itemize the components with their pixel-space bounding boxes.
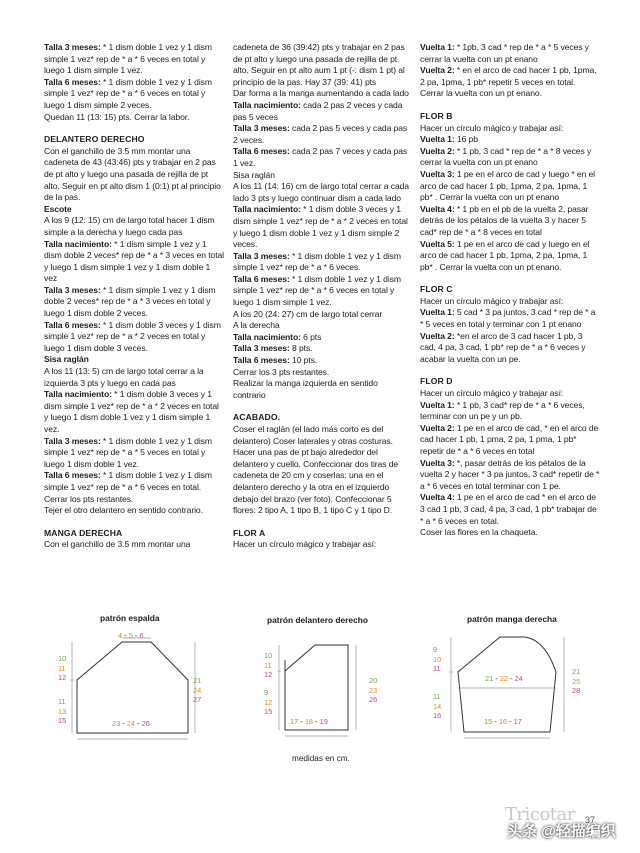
espalda-left-lower: 11 13 15 [58,697,67,725]
instruction-paragraph [420,492,600,527]
instruction-paragraph [420,134,600,146]
paragraph-text: 1 pe en el arco de cad y luego * en el arco de cad hacer 1 pb, 1pma, 2 pa, 1pma, 1 pb* . Cerrar la vuelta con un pt enano [420,168,595,203]
paragraph-text: cada 2 pas 2 veces y cada pas 5 veces [233,99,403,122]
instruction-paragraph [420,331,600,366]
instruction-paragraph [233,181,411,204]
espalda-bottom: 23 - 24 - 26 [112,719,150,728]
manga-mid: 21 - 22 - 24 [485,674,523,683]
paragraph-text: * 1 dism simple 1 vez y 1 dism doble 2 veces* rep de * a * 3 veces en total y luego 1 dism simple 1 vez y 1 dism doble 1 vez [44,238,224,284]
paragraph-text: * 1 dism doble 3 veces y 1 dism simple 1 vez* rep de * a * 2 veces en total y luego 1 dism doble 3 veces. [44,319,221,353]
size-label: Talla 3 meses: [44,435,101,446]
instruction-paragraph [44,539,224,551]
instruction-paragraph [420,65,600,88]
instruction-paragraph [420,88,600,100]
size-label: Talla 6 meses: [233,273,290,284]
paragraph-text: *, pasar detrás de los pétalos de la vuelta 2 y hacer * 3 pa juntos, 3 cad* repetir de * a * 6 veces en total terminar con 1 pe. [420,457,600,491]
instruction-paragraph [233,343,411,355]
size-label: Talla 3 meses: [233,250,290,261]
text-column-1 [44,42,224,551]
paragraph-text: * 1 dism simple 1 vez y 1 dism doble 2 veces* rep de * a * 3 veces en total y luego 1 dism doble 2 veces. [44,284,216,319]
size-label: Vuelta 5: [420,238,455,249]
paragraph-text: Hacer un círculo mágico y trabajar así: [233,539,377,550]
instruction-paragraph [44,505,224,517]
instruction-paragraph [233,539,411,551]
instruction-paragraph [233,88,411,100]
size-label: Talla 3 meses: [44,284,101,295]
paragraph-text: cadeneta de 36 (39:42) pts y trabajar en 2 pas de pt alto y luego una pasada de rejilla de pt alto. Seguir en pt alto aum 1 pt (-: dism 1 pt) al principio de la pas. Hay 37 (39: 41) pts [233,42,405,87]
watermark: 头条 @轻描编织 [507,823,616,840]
paragraph-text: Hacer un círculo mágico y trabajar así: [420,388,564,399]
text-column-2 [233,42,411,551]
subsection-heading: Sisa raglán [44,354,89,365]
size-label: Talla 6 meses: [233,355,290,366]
paragraph-text: * 1 dism doble 1 vez y 1 dism simple 1 vez* rep de * a * 6 veces en total y luego 1 dism simple 1 vez. [44,42,212,76]
size-label: Vuelta 2: [420,65,455,76]
instruction-paragraph [233,100,411,123]
instruction-paragraph [420,527,600,539]
size-label: Vuelta 2: [420,422,455,433]
size-label: Talla nacimiento: [233,204,301,215]
size-label: Vuelta 1: [420,307,455,318]
paragraph-text: * 1 dism doble 3 veces y 1 dism simple 1 vez* rep de * a * 2 veces en total y luego 1 dism doble 1 vez y 1 dism simple 2 veces. [233,204,408,250]
paragraph-text: Sisa raglán [233,169,275,180]
size-label: Talla nacimiento: [233,99,301,110]
size-label: Talla nacimiento: [233,331,301,342]
paragraph-gap [420,365,600,376]
paragraph-text: *en el arco de 3 cad hacer 1 pb, 3 cad, 4 pa, 3 cad, 1 pb* rep de * a * 6 veces y acabar la vuelta con un pe. [420,330,586,364]
paragraph-gap [233,401,411,412]
paragraph-text: Cerrar los 3 pts restantes. [233,366,330,377]
instruction-paragraph [44,366,224,389]
paragraph-text: Hacer un círculo mágico y trabajar así: [420,295,564,306]
instruction-paragraph [44,112,224,124]
instruction-paragraph [420,388,600,400]
paragraph-gap [233,517,411,528]
manga-right: 21 25 28 [572,667,581,695]
instruction-paragraph [44,215,224,238]
size-label: Vuelta 4: [420,203,455,214]
instruction-paragraph [233,367,411,379]
instruction-paragraph [44,239,224,285]
size-label: Vuelta 1: [420,399,455,410]
instruction-paragraph [233,146,411,169]
size-label: Talla 6 meses: [233,146,290,157]
instruction-paragraph [420,42,600,65]
manga-left-lower: 11 14 16 [433,692,442,720]
espalda-left-upper: 10 11 12 [58,654,67,682]
diagram-espalda-title: patrón espalda [100,613,160,623]
paragraph-text: 1 pe en el arco de cad * en el arco de 3 cad 1 pb, 3 cad, 4 pa, 3 cad, 1 pb* trabajar de * a * 6 veces en total. [420,492,597,526]
instruction-paragraph [233,309,411,321]
instruction-paragraph [44,146,224,204]
paragraph-text: Quedan 11 (13: 15) pts. Cerrar la labor. [44,111,190,122]
paragraph-gap [420,273,600,284]
instruction-paragraph [44,320,224,355]
paragraph-gap [44,517,224,528]
instruction-paragraph [233,355,411,367]
paragraph-text: 1 pe en el arco de cad y luego en el arco de cad hacer 1 pb, 1pma, 2 pa, 1pma, 1 pb* . Cerrar la vuelta con un pt enano. [420,238,590,272]
paragraph-text: 6 pts [300,331,322,342]
paragraph-text: A los 11 (14: 16) cm de largo total cerrar a cada lado 3 pts y luego continuar dism a cada lado [233,181,409,203]
paragraph-text: 8 pts. [289,343,313,354]
paragraph-text: Con el ganchillo de 3.5 mm montar una [44,539,191,550]
paragraph-text: Hacer un círculo mágico y trabajar así: [420,122,564,133]
paragraph-text: * 1 pb, 3 cad* rep de * a * 6 veces, terminar con un pe y un pb. [420,399,585,422]
instruction-paragraph [420,204,600,239]
measurements-note: medidas en cm. [292,754,350,763]
paragraph-text: Realizar la manga izquierda en sentido contrario [233,378,378,400]
paragraph-text: * 1 pb, 3 cad * rep de * a * 8 veces y cerrar la vuelta con un pt enano [420,145,592,168]
page-number: 37 [585,815,596,825]
paragraph-text: * 1 dism doble 1 vez y 1 dism simple 1 vez* rep de * a * 6 veces. [233,250,401,273]
espalda-top-measures: 4 - 5 - 6 [118,631,144,640]
size-label: Vuelta 2: [420,145,455,156]
instruction-paragraph [233,332,411,344]
instruction-paragraph [233,320,411,332]
paragraph-gap [420,100,600,111]
section-heading: FLOR D [420,376,453,387]
section-heading: FLOR A [233,527,266,538]
paragraph-text: * 1 dism doble 3 veces y 1 dism simple 1 vez* rep de * a * 2 veces en total y luego 1 dism doble 1 vez y 1 dism simple 1 vez. [44,389,219,434]
paragraph-gap [44,123,224,134]
instruction-paragraph [233,204,411,250]
instruction-paragraph [233,378,411,401]
paragraph-text: A los 20 (24: 27) cm de largo total cerrar [233,308,383,319]
size-label: Talla 6 meses: [44,319,101,330]
subsection-heading: Escote [44,203,72,214]
instruction-paragraph [44,77,224,112]
section-heading: MANGA DERECHA [44,527,123,538]
diagram-delantero-title: patrón delantero derecho [267,615,368,625]
instruction-paragraph [420,296,600,308]
size-label: Vuelta 1: [420,134,455,145]
instruction-paragraph [420,169,600,204]
paragraph-text: Con el ganchillo de 3.5 mm montar una cadeneta de 43 (43:46) pts y trabajar en 2 pas de pt alto y luego una pasada de rejilla de pt alto. Seguir en pt alto dism 1 (0:1) pt al principio de la pas. [44,145,221,203]
paragraph-text: 1 pe en el arco de cad, * en el arco de cad hacer 1 pb, 1 pma, 2 pa, 1 pma, 1 pb* repetir de * a * 6 veces en total [420,422,599,456]
size-label: Talla 6 meses: [44,470,101,481]
size-label: Vuelta 1: [420,42,455,52]
size-label: Vuelta 3: [420,457,455,468]
paragraph-text: 5 cad * 3 pa juntos, 3 cad * rep de * a * 5 veces en total y terminar con 1 pt enano [420,307,596,330]
delantero-right: 20 23 26 [369,676,378,704]
instruction-paragraph [233,424,411,517]
instruction-paragraph [44,389,224,435]
paragraph-text: * 1 dism doble 1 vez y 1 dism simple 1 vez* rep de * a * 6 veces en total. [44,470,212,492]
text-column-3 [420,42,600,539]
paragraph-text: A los 9 (12: 15) cm de largo total hacer 1 dism simple a la derecha y luego cada pas [44,215,215,237]
delantero-left-upper: 10 11 12 [264,651,273,679]
paragraph-text: * 1 dism doble 1 vez y 1 dism simple 1 vez* rep de * a * 6 veces en total y luego 1 dism simple 2 veces. [44,76,212,110]
brand-logo: Tricotar [505,804,575,825]
espalda-right: 21 24 27 [193,676,202,704]
instruction-paragraph [233,42,411,88]
instruction-paragraph [233,274,411,309]
instruction-paragraph [44,42,224,77]
paragraph-text: 16 pb [454,134,478,145]
size-label: Talla 3 meses: [44,42,101,52]
section-heading: ACABADO. [233,412,281,423]
paragraph-text: cada 2 pas 5 veces y cada pas 2 veces. [233,123,408,145]
paragraph-text: Dar forma a la manga aumentando a cada lado [233,88,409,99]
manga-left-upper: 9 10 11 [433,645,442,673]
delantero-bottom: 17 - 18 - 19 [290,717,328,726]
paragraph-text: cada 2 pas 7 veces y cada pas 1 vez. [233,146,408,168]
paragraph-text: * 1 pb en el pb de la vuelta 2, pasar detrás de los pétalos de la vuelta 3 y hacer 5 cad* rep de * a * 8 veces en total [420,203,589,237]
instruction-paragraph [420,423,600,458]
paragraph-text: Cerrar los pts restantes. [44,493,134,504]
instruction-paragraph [233,251,411,274]
size-label: Talla nacimiento: [44,238,112,249]
size-label: Vuelta 2: [420,330,455,341]
section-heading: FLOR B [420,110,453,121]
size-label: Talla 3 meses: [233,123,290,134]
instruction-paragraph [233,170,411,182]
instruction-paragraph [44,494,224,506]
instruction-paragraph [44,285,224,320]
instruction-paragraph [44,436,224,471]
instruction-paragraph [44,470,224,493]
paragraph-text: Cerrar la vuelta con un pt enano. [420,88,542,99]
manga-bottom: 15 - 16 - 17 [484,717,522,726]
instruction-paragraph [420,123,600,135]
section-heading: DELANTERO DERECHO [44,134,145,145]
size-label: Vuelta 4: [420,492,455,503]
paragraph-text: Tejer el otro delantero en sentido contrario. [44,505,203,516]
paragraph-text: 10 pts. [289,355,318,366]
size-label: Talla 6 meses: [44,76,101,87]
delantero-left-mid: 9 12 15 [264,688,273,716]
instruction-paragraph [420,458,600,493]
paragraph-text: * en el arco de cad hacer 1 pb, 1pma, 2 pa, 1pma, 1 pb* repetir 5 veces en total. [420,65,597,87]
diagram-manga-title: patrón manga derecha [467,614,557,624]
paragraph-text: * 1pb, 3 cad * rep de * a * 5 veces y cerrar la vuelta con un pt enano [420,42,589,64]
instruction-paragraph [420,239,600,274]
paragraph-text: A los 11 (13: 5) cm de largo total cerrar a la izquierda 3 pts y luego en cada pas [44,366,204,388]
size-label: Talla nacimiento: [44,389,112,400]
instruction-paragraph [233,123,411,146]
instruction-paragraph [420,307,600,330]
size-label: Talla 3 meses: [233,343,290,354]
paragraph-text: * 1 dism doble 1 vez y 1 dism simple 1 vez* rep de * a * 6 veces en total y luego 1 dism simple 1 vez. [233,273,401,308]
size-label: Vuelta 3: [420,168,455,179]
paragraph-text: Coser el raglán (el lado más corto es del delantero) Coser laterales y otras costuras. Hacer una pas de pt bajo alrededor del delantero y cuello. Confeccionar dos tiras de cadeneta de 20 cm y coserlas: una en el delantero derecho y la otra en el izquierdo debajo del brazo (ver foto). Confeccionar 5 flores: 2 tipo A, 1 tipo B, 1 tipo C y 1 tipo D. [233,424,399,516]
paragraph-text: * 1 dism doble 1 vez y 1 dism simple 1 vez* rep de * a * 5 veces en total y luego 1 dism doble 1 vez. [44,435,212,469]
paragraph-text: Coser las flores en la chaqueta. [420,527,538,538]
instruction-paragraph [420,400,600,423]
paragraph-text: A la derecha [233,320,280,331]
instruction-paragraph [420,146,600,169]
section-heading: FLOR C [420,284,453,295]
